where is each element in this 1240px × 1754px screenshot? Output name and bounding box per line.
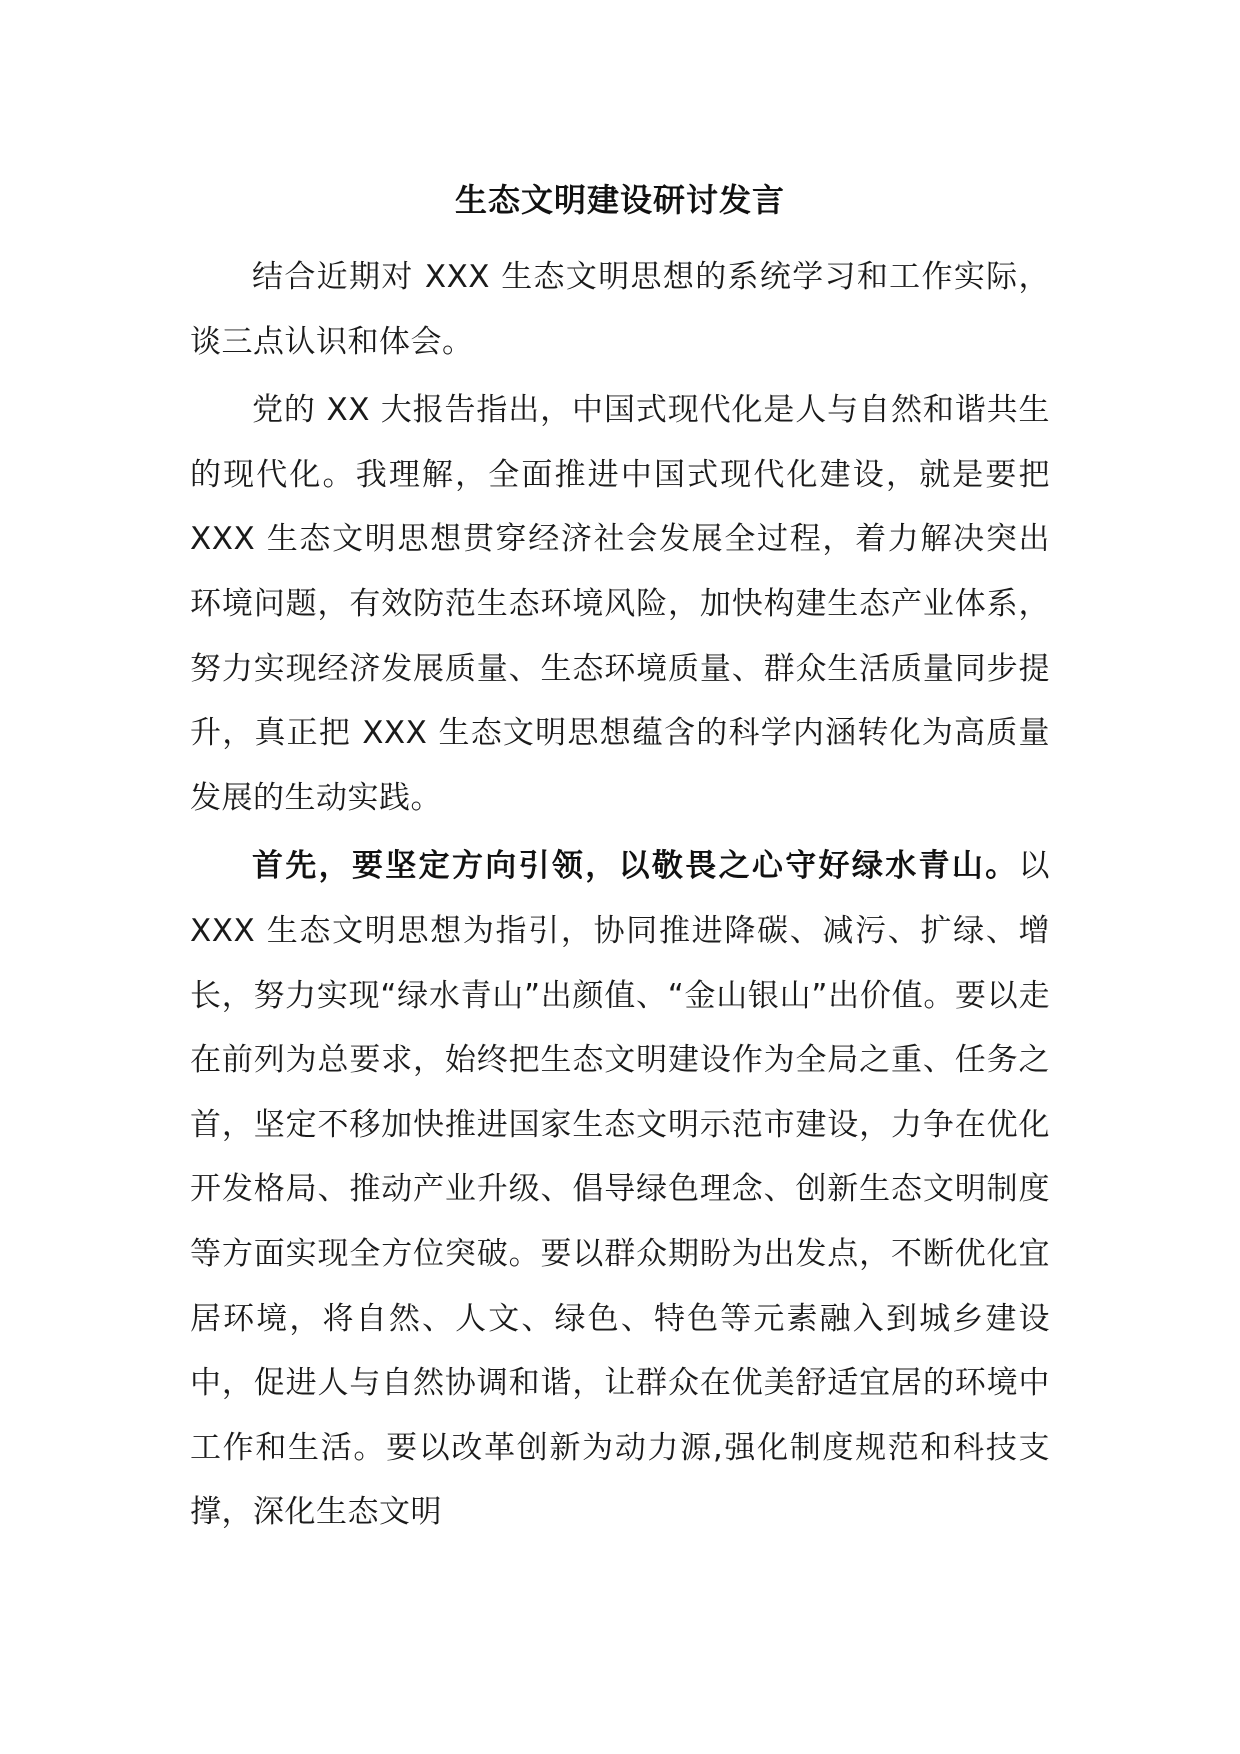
document-body — [190, 245, 1050, 1545]
paragraph-intro — [190, 245, 1050, 374]
paragraph-report-text: 党的 XX 大报告指出，中国式现代化是人与自然和谐共生的现代化。我理解，全面推进中国式现代化建设，就是要把 XXX 生态文明思想贯穿经济社会发展全过程，着力解决突出环境问题，有效防范生态环境风险，加快构建生态产业体系，努力实现经济发展质量、生态环境质量、群众生活质量同步提升，真正把 XXX 生态文明思想蕴含的科学内涵转化为高质量发展的生动实践。 — [190, 392, 1050, 816]
paragraph-intro-text: 结合近期对 XXX 生态文明思想的系统学习和工作实际，谈三点认识和体会。 — [190, 259, 1050, 360]
paragraph-first-point-text: 以 XXX 生态文明思想为指引，协同推进降碳、减污、扩绿、增长，努力实现“绿水青山”出颜值、“金山银山”出价值。要以走在前列为总要求，始终把生态文明建设作为全局之重、任务之首，坚定不移加快推进国家生态文明示范市建设，力争在优化开发格局、推动产业升级、倡导绿色理念、创新生态文明制度等方面实现全方位突破。要以群众期盼为出发点，不断优化宜居环境，将自然、人文、绿色、特色等元素融入到城乡建设中，促进人与自然协调和谐，让群众在优美舒适宜居的环境中工作和生活。要以改革创新为动力源,强化制度规范和科技支撑，深化生态文明 — [190, 848, 1050, 1531]
document-title: 生态文明建设研讨发言 — [454, 181, 785, 219]
paragraph-first-point — [190, 834, 1050, 1545]
paragraph-first-point-heading: 首先，要坚定方向引领，以敬畏之心守好绿水青山。 — [252, 848, 1019, 885]
paragraph-report — [190, 378, 1050, 830]
